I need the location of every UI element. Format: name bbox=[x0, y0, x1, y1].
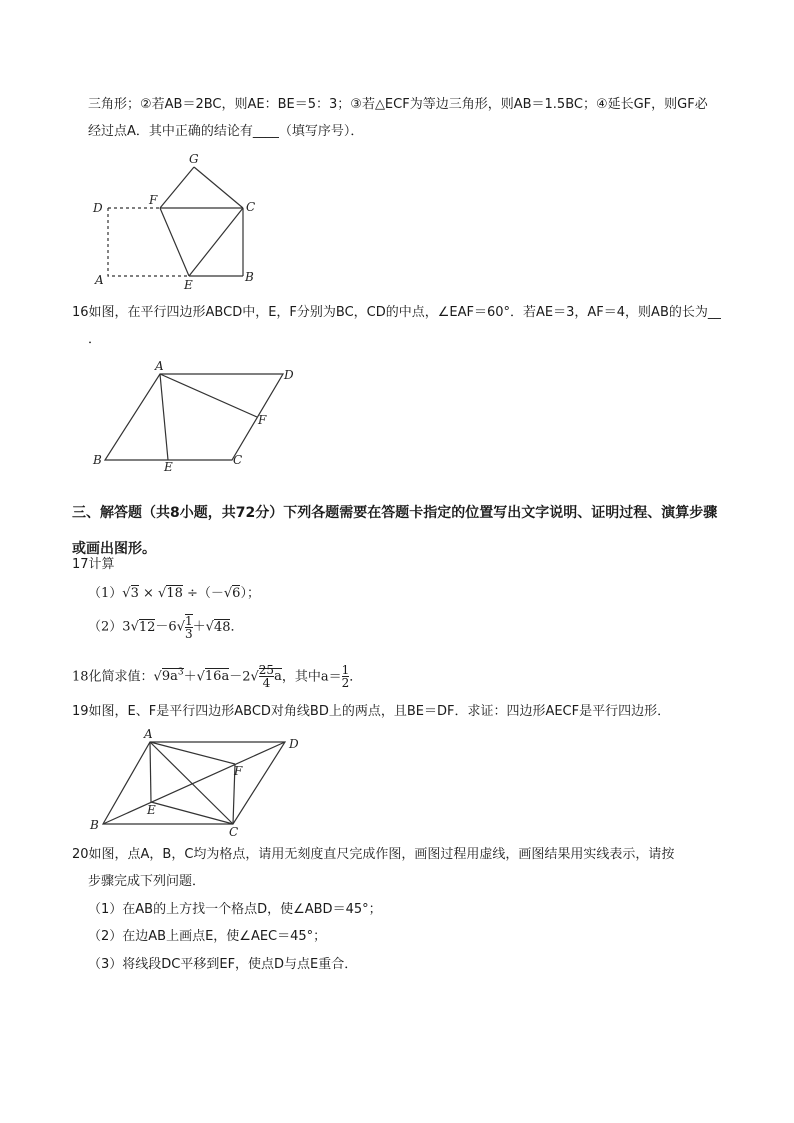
label-D: D bbox=[93, 201, 103, 215]
segment-FG bbox=[160, 167, 194, 208]
segment-FE bbox=[160, 208, 189, 276]
label-F: F bbox=[234, 764, 243, 778]
q20-step3: （3）将线段DC平移到EF，使点D与点E重合． bbox=[88, 957, 358, 972]
label-A: A bbox=[144, 728, 153, 741]
label-D: D bbox=[284, 368, 294, 382]
segment-DAE-dashed bbox=[108, 208, 189, 276]
section3-heading-line2: 或画出图形。 bbox=[72, 541, 156, 557]
diagonal-BD bbox=[103, 742, 285, 824]
label-A: A bbox=[155, 359, 164, 373]
segment-GC bbox=[194, 167, 243, 208]
label-E: E bbox=[164, 460, 173, 474]
label-C: C bbox=[229, 825, 239, 838]
q15-line1: 三角形；②若AB＝2BC，则AE：BE＝5：3；③若△ECF为等边三角形，则AB＝1.5BC；④延长GF，则GF必 bbox=[88, 97, 708, 112]
q16-line1: 16如图，在平行四边形ABCD中，E，F分别为BC，CD的中点，∠EAF＝60°．若AE＝3，AF＝4，则AB的长为__ bbox=[72, 305, 721, 320]
q20-line2: 步骤完成下列问题． bbox=[88, 874, 206, 889]
q16-line2: ． bbox=[88, 332, 102, 347]
label-F: F bbox=[258, 413, 267, 427]
q17-part2: （2）3√12－6√ $\frac{1}{3}$ ＋√48． bbox=[88, 614, 244, 641]
label-E: E bbox=[184, 278, 193, 292]
label-A: A bbox=[95, 273, 104, 287]
segment-AF bbox=[150, 742, 235, 764]
figure-15 bbox=[85, 148, 275, 293]
label-E: E bbox=[147, 803, 156, 817]
q20-step1: （1）在AB的上方找一个格点D，使∠ABD＝45°； bbox=[88, 902, 382, 917]
q17-part1: （1）√3 × √18 ÷（－√6）； bbox=[88, 586, 260, 601]
section3-heading-line1: 三、解答题（共8小题，共72分）下列各题需要在答题卡指定的位置写出文字说明、证明过程、演算步骤 bbox=[72, 505, 718, 521]
q20-line1: 20如图，点A，B，C均为格点，请用无刻度直尺完成作图，画图过程用虚线，画图结果用实线表示，请按 bbox=[72, 847, 675, 862]
segment-AF bbox=[160, 374, 257, 417]
q19-text: 19如图，E、F是平行四边形ABCD对角线BD上的两点，且BE＝DF．求证：四边形AECF是平行四边形． bbox=[72, 704, 671, 719]
label-B: B bbox=[245, 270, 254, 284]
q18: 18化简求值：$√9a^3+√16a-2√$ $\frac{25}{4}$ a，其中a＝ $\frac{1}{2}$ ． bbox=[72, 663, 363, 691]
segment-EC bbox=[151, 802, 233, 824]
segment-EC bbox=[189, 208, 243, 276]
figure-19 bbox=[86, 728, 316, 838]
label-G: G bbox=[189, 152, 199, 166]
label-D: D bbox=[289, 737, 299, 751]
label-B: B bbox=[90, 818, 99, 832]
figure-16 bbox=[88, 358, 308, 476]
segment-AE bbox=[150, 742, 151, 802]
q17-title: 17计算 bbox=[72, 557, 115, 572]
label-F: F bbox=[149, 193, 158, 207]
label-B: B bbox=[93, 453, 102, 467]
label-C: C bbox=[246, 200, 256, 214]
label-C: C bbox=[233, 453, 243, 467]
q20-step2: （2）在边AB上画点E，使∠AEC＝45°； bbox=[88, 929, 327, 944]
q15-line2: 经过点A．其中正确的结论有____（填写序号）． bbox=[88, 124, 364, 139]
segment-AC bbox=[150, 742, 233, 824]
segment-AE bbox=[160, 374, 168, 460]
